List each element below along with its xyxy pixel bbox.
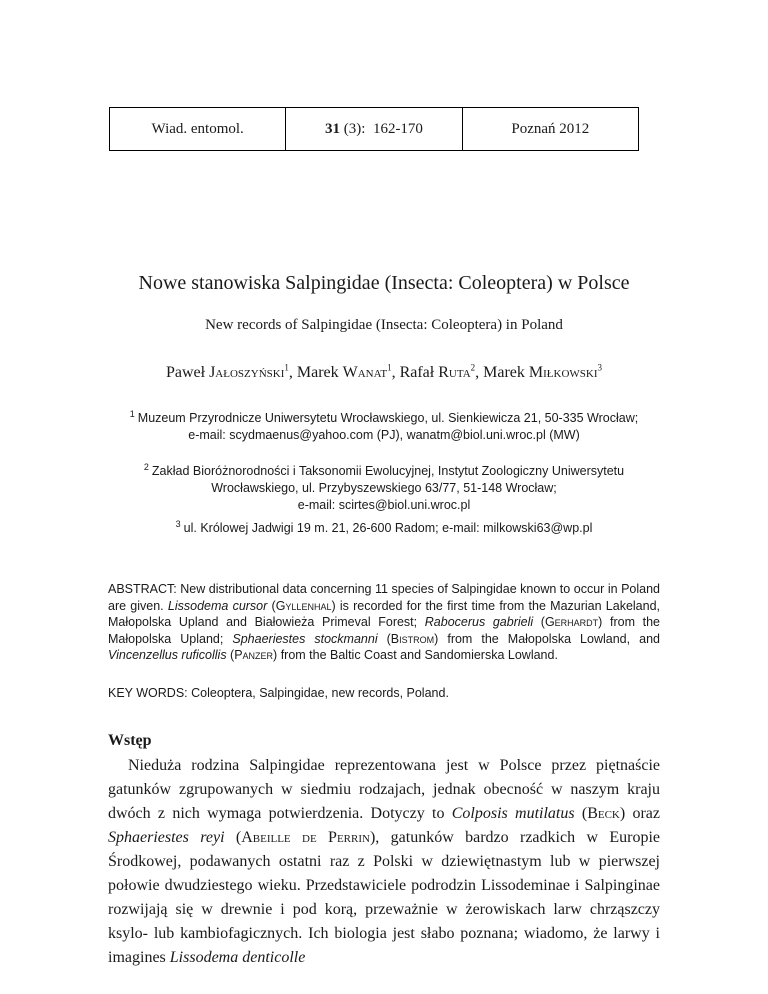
volume-cell — [286, 108, 462, 150]
issue-pages: (3): 162-170 — [340, 120, 423, 137]
author-list: Paweł Jałoszyński$^1$, Marek Wanat$^1$, Rafał Ruta$^2$, Marek Miłkowski$^3$ — [165, 362, 603, 381]
journal-name-cell: Wiad. entomol. — [110, 108, 286, 150]
volume-number: 31 — [325, 120, 341, 137]
body-paragraph: Nieduża rodzina Salpingidae reprezentowana jest w Polsce przez piętnaście gatunków zgrupowanych w siedmiu rodzajach, jednak obecność w naszym kraju dwóch z nich wymaga potwierdzenia. Dotyczy to Colposis mutilatus (Beck) oraz Sphaeriestes reyi (Abeille de Perrin), gatunków bardzo rzadkich w Europie Środkowej, podawanych ostatni raz z Polski w dziewiętnastym lub w pierwszej połowie dwudziestego wieku. Przedstawiciele podrodzin Lissodeminae i Salpinginae rozwijają się w drewnie i pod korą, przeważnie w żerowiskach larw chrząszczy ksylo- lub kambiofagicznych. Ich biologia jest słabo poznana; wiadomo, że larwy i imagines Lissodema denticolle — [108, 757, 661, 966]
author: Rafał Ruta$^2$ — [399, 362, 476, 381]
journal-header-table — [109, 107, 639, 151]
place-year-cell: Poznań 2012 — [511, 120, 590, 137]
section-heading: Wstęp — [108, 732, 152, 749]
author: Marek Wanat$^1$ — [296, 362, 392, 381]
affiliation-3: $^3$ ul. Królowej Jadwigi 19 m. 21, 26-600 Radom; e-mail: milkowski63@wp.pl — [175, 519, 593, 536]
author: Marek Miłkowski$^3$ — [483, 362, 603, 381]
title-polish: Nowe stanowiska Salpingidae (Insecta: Coleoptera) w Polsce — [138, 272, 630, 294]
title-english: New records of Salpingidae (Insecta: Coleoptera) in Poland — [205, 317, 563, 333]
affiliation-1: $^1$ Muzeum Przyrodnicze Uniwersytetu Wrocławskiego, ul. Sienkiewicza 21, 50-335 Wrocław; e-mail: scydmaenus@yahoo.com (PJ), wanatm@biol.uni.wroc.pl (MW) — [129, 409, 639, 443]
keywords: KEY WORDS: Coleoptera, Salpingidae, new records, Poland. — [108, 686, 449, 700]
abstract: ABSTRACT: New distributional data concerning 11 species of Salpingidae known to occur in Poland are given. Lissodema cursor (Gyllenhal) is recorded for the first time from the Mazurian Lakeland, Małopolska Upland and Białowieża Primeval Forest; Rabocerus gabrieli (Gerhardt) from the Małopolska Upland; Sphaeriestes stockmanni (Bistrom) from the Małopolska Lowland, and Vincenzellus ruficollis (Panzer) from the Baltic Coast and Sandomierska Lowland. — [108, 582, 661, 662]
affiliation-2: $^2$ Zakład Bioróżnorodności i Taksonomii Ewolucyjnej, Instytut Zoologiczny Uniwersytetu Wrocławskiego, ul. Przybyszewskiego 63/77, 51-148 Wrocław; e-mail: scirtes@biol.uni.wroc.pl — [143, 462, 625, 513]
author: Paweł Jałoszyński$^1$ — [165, 362, 289, 381]
